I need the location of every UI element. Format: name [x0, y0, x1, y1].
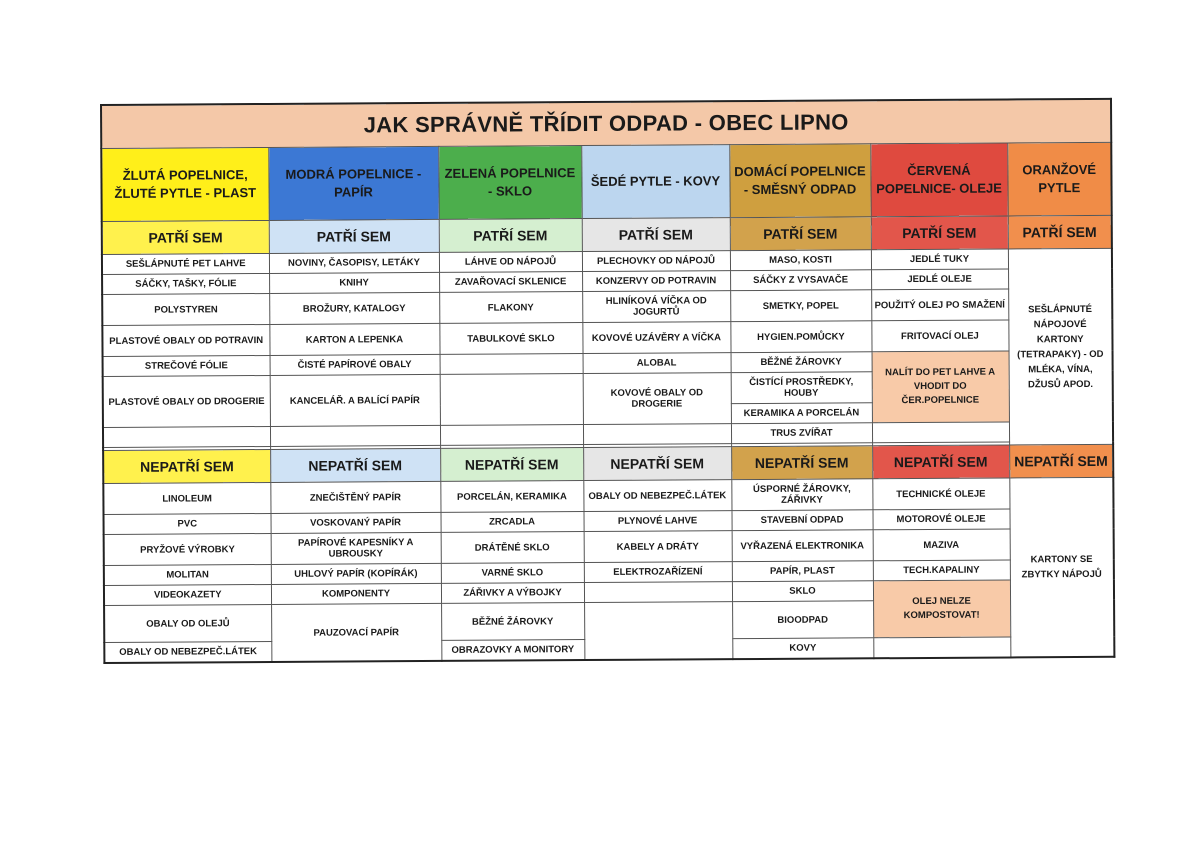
list-item: JEDLÉ TUKY — [871, 249, 1008, 270]
belongs-label-papir: PATŘÍ SEM — [269, 219, 439, 253]
not-belongs-label-oleje: NEPATŘÍ SEM — [872, 445, 1009, 479]
belongs-label-oranzove: PATŘÍ SEM — [1008, 215, 1112, 249]
list-item: PAUZOVACÍ PAPÍR — [271, 603, 441, 662]
list-item: MOTOROVÉ OLEJE — [872, 509, 1009, 530]
list-item: TABULKOVÉ SKLO — [439, 323, 582, 355]
list-item: ELEKTROZAŘÍZENÍ — [584, 562, 732, 583]
page-title: JAK SPRÁVNĚ TŘÍDIT ODPAD - OBEC LIPNO — [101, 99, 1111, 149]
list-item: ÚSPORNÉ ŽÁROVKY, ZÁŘIVKY — [731, 479, 872, 511]
list-item: PAPÍROVÉ KAPESNÍKY A UBROUSKY — [271, 532, 441, 564]
list-item: POUŽITÝ OLEJ PO SMAŽENÍ — [871, 289, 1008, 321]
list-item: OBRAZOVKY A MONITORY — [441, 640, 584, 661]
list-item: SÁČKY, TAŠKY, FÓLIE — [102, 273, 269, 294]
header-oleje: ČERVENÁ POPELNICE- OLEJE — [870, 143, 1007, 217]
belongs-label-plast: PATŘÍ SEM — [102, 220, 269, 254]
list-item: BIOODPAD — [732, 601, 873, 639]
oranzove-not-belongs-text: KARTONY SE ZBYTKY NÁPOJŮ — [1009, 477, 1114, 657]
not-belongs-label-smesny: NEPATŘÍ SEM — [731, 446, 872, 480]
list-item: NOVINY, ČASOPISY, LETÁKY — [269, 252, 439, 273]
header-oranzove: ORANŽOVÉ PYTLE — [1007, 142, 1112, 216]
list-item — [103, 426, 270, 447]
list-item: STAVEBNÍ ODPAD — [731, 510, 872, 531]
list-item: MAZIVA — [873, 529, 1010, 561]
list-item: ČISTÍCÍ PROSTŘEDKY, HOUBY — [731, 372, 872, 404]
list-item: HLINÍKOVÁ VÍČKA OD JOGURTŮ — [582, 291, 730, 323]
list-item: JEDLÉ OLEJE — [871, 269, 1008, 290]
list-item: DRÁTĚNÉ SKLO — [441, 532, 584, 564]
list-item: KOVOVÉ OBALY OD DROGERIE — [583, 373, 731, 425]
list-item: PLECHOVKY OD NÁPOJŮ — [582, 251, 730, 272]
list-item — [584, 582, 732, 603]
list-item: VOSKOVANÝ PAPÍR — [271, 512, 441, 533]
list-item: PLASTOVÉ OBALY OD DROGERIE — [103, 375, 270, 427]
list-item: PAPÍR, PLAST — [732, 561, 873, 582]
waste-sorting-sheet — [100, 98, 1113, 664]
list-item: BROŽURY, KATALOGY — [269, 292, 439, 324]
belongs-label-kovy: PATŘÍ SEM — [582, 218, 730, 252]
list-item: PORCELÁN, KERAMIKA — [440, 481, 583, 513]
list-item: OBALY OD NEBEZPEČ.LÁTEK — [583, 480, 731, 512]
list-item — [584, 602, 732, 660]
list-item: PLYNOVÉ LAHVE — [583, 511, 731, 532]
list-item: PVC — [104, 513, 271, 534]
belongs-label-sklo: PATŘÍ SEM — [439, 219, 582, 253]
list-item: OBALY OD NEBEZPEČ.LÁTEK — [104, 641, 271, 663]
list-item — [440, 374, 583, 426]
not-belongs-label-papir: NEPATŘÍ SEM — [270, 448, 440, 482]
list-item: FRITOVACÍ OLEJ — [871, 320, 1008, 352]
list-item — [583, 424, 731, 445]
not-belongs-label-kovy: NEPATŘÍ SEM — [583, 447, 731, 481]
list-item: POLYSTYREN — [102, 293, 269, 325]
list-item: BĚŽNÉ ŽÁROVKY — [731, 352, 872, 373]
list-item — [872, 422, 1009, 443]
list-item — [440, 425, 583, 446]
list-item: LINOLEUM — [103, 482, 270, 514]
list-item: MOLITAN — [104, 564, 271, 585]
list-item: KABELY A DRÁTY — [584, 531, 732, 563]
list-item: KOVOVÉ UZÁVĚRY A VÍČKA — [582, 322, 730, 354]
list-item: TRUS ZVÍŘAT — [731, 423, 872, 444]
list-item — [873, 637, 1010, 658]
belongs-label-oleje: PATŘÍ SEM — [871, 216, 1008, 250]
list-item: ZRCADLA — [441, 512, 584, 533]
list-item: PRYŽOVÉ VÝROBKY — [104, 533, 271, 565]
list-item: MASO, KOSTI — [730, 250, 871, 271]
list-item: SMETKY, POPEL — [730, 290, 871, 322]
list-item: KARTON A LEPENKA — [269, 323, 439, 355]
list-item: VYŘAZENÁ ELEKTRONIKA — [732, 530, 873, 562]
list-item: KNIHY — [269, 272, 439, 293]
list-item: PLASTOVÉ OBALY OD POTRAVIN — [102, 324, 269, 356]
not-belongs-label-plast: NEPATŘÍ SEM — [103, 449, 270, 483]
list-item: KERAMIKA A PORCELÁN — [731, 403, 872, 424]
list-item: ČISTÉ PAPÍROVÉ OBALY — [270, 354, 440, 375]
list-item — [440, 354, 583, 375]
list-item: VARNÉ SKLO — [441, 563, 584, 584]
belongs-label-smesny: PATŘÍ SEM — [730, 217, 871, 251]
list-item: BĚŽNÉ ŽÁROVKY — [441, 603, 584, 641]
header-plast: ŽLUTÁ POPELNICE, ŽLUTÉ PYTLE - PLAST — [101, 147, 268, 221]
list-item: LÁHVE OD NÁPOJŮ — [439, 252, 582, 273]
list-item: KOVY — [732, 638, 873, 659]
header-papir: MODRÁ POPELNICE - PAPÍR — [268, 146, 438, 220]
header-sklo: ZELENÁ POPELNICE - SKLO — [438, 146, 581, 220]
list-item: ZÁŘIVKY A VÝBOJKY — [441, 583, 584, 604]
list-item: UHLOVÝ PAPÍR (KOPÍRÁK) — [271, 563, 441, 584]
list-item: KOMPONENTY — [271, 583, 441, 604]
list-item: OBALY OD OLEJŮ — [104, 604, 271, 642]
list-item: VIDEOKAZETY — [104, 584, 271, 605]
list-item: HYGIEN.POMŮCKY — [730, 321, 871, 353]
list-item: KANCELÁŘ. A BALÍCÍ PAPÍR — [270, 374, 440, 426]
list-item: ALOBAL — [583, 353, 731, 374]
list-item: ZNEČIŠTĚNÝ PAPÍR — [270, 481, 440, 513]
list-item: KONZERVY OD POTRAVIN — [582, 271, 730, 292]
list-item: ZAVAŘOVACÍ SKLENICE — [439, 272, 582, 293]
oleje-not-belongs-note: OLEJ NELZE KOMPOSTOVAT! — [873, 580, 1010, 638]
list-item — [270, 425, 440, 446]
list-item: TECHNICKÉ OLEJE — [872, 478, 1009, 510]
list-item: SKLO — [732, 581, 873, 602]
list-item: SEŠLÁPNUTÉ PET LAHVE — [102, 253, 269, 274]
oranzove-belongs-text: SEŠLÁPNUTÉ NÁPOJOVÉ KARTONY (TETRAPAKY) - OD MLÉKA, VÍNA, DŽUSŮ APOD. — [1008, 248, 1113, 445]
list-item: SÁČKY Z VYSAVAČE — [730, 270, 871, 291]
list-item: STREČOVÉ FÓLIE — [103, 355, 270, 376]
header-smesny: DOMÁCÍ POPELNICE - SMĚSNÝ ODPAD — [729, 144, 870, 218]
list-item: FLAKONY — [439, 292, 582, 324]
not-belongs-label-oranzove: NEPATŘÍ SEM — [1009, 444, 1113, 478]
waste-sorting-table — [100, 98, 1115, 664]
not-belongs-label-sklo: NEPATŘÍ SEM — [440, 448, 583, 482]
oleje-belongs-note: NALÍT DO PET LAHVE A VHODIT DO ČER.POPELNICE — [872, 351, 1009, 423]
header-kovy: ŠEDÉ PYTLE - KOVY — [581, 145, 729, 219]
list-item: TECH.KAPALINY — [873, 560, 1010, 581]
